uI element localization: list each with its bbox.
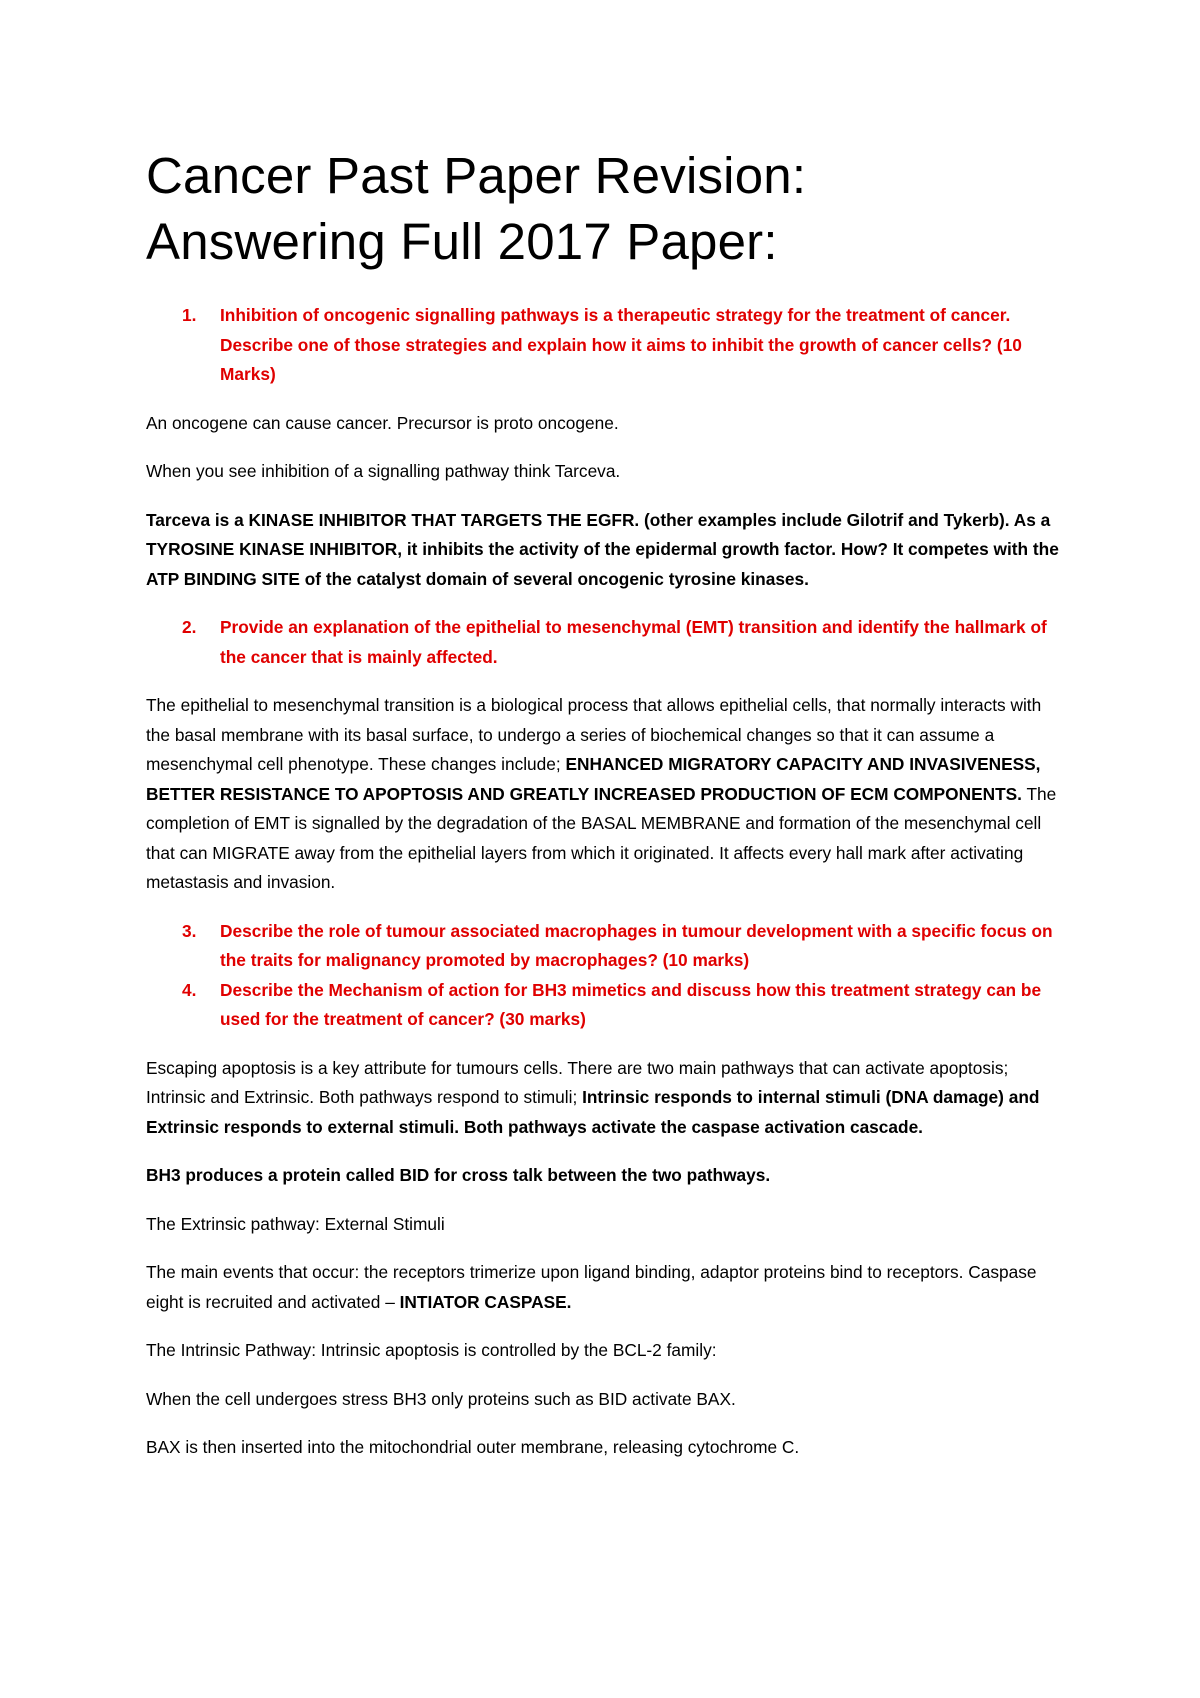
paragraph-cytochrome-c: BAX is then inserted into the mitochondrial outer membrane, releasing cytochrome C. bbox=[146, 1437, 800, 1457]
question-number: 1. bbox=[182, 305, 197, 325]
question-number: 2. bbox=[182, 617, 197, 637]
bold-text: INTIATOR CASPASE. bbox=[399, 1291, 572, 1312]
text-run: Escaping apoptosis is a key attribute for tumours cells. There are two main pathways that can activate apoptosis; Intrinsic and Extrinsic. Both pathways respond to stimuli; bbox=[146, 1057, 1009, 1107]
bold-text: Tarceva is a KINASE INHIBITOR THAT TARGETS THE EGFR. (other examples include Gilotrif and Tykerb). As a TYROSINE KINASE INHIBITOR, it inhibits the activity of the epidermal growth factor. How? It competes with the ATP BINDING SITE of the catalyst domain of several oncogenic tyrosine kinases. bbox=[146, 509, 1059, 589]
text-run: The main events that occur: the receptors trimerize upon ligand binding, adaptor proteins bind to receptors. Caspase eight is recruited and activated – bbox=[146, 1262, 1037, 1312]
question-number: 4. bbox=[182, 979, 197, 1000]
paragraph-emt bbox=[146, 691, 1066, 898]
bold-text: Intrinsic responds to internal stimuli (DNA damage) and Extrinsic responds to external stimuli. Both pathways activate the caspase activation cascade. bbox=[146, 1087, 1040, 1137]
question-text: Inhibition of oncogenic signalling pathways is a therapeutic strategy for the treatment of cancer. Describe one of those strategies and explain how it aims to inhibit the growth of cancer cells? (10 Marks) bbox=[220, 305, 1022, 384]
paragraph-extrinsic-events bbox=[146, 1258, 1066, 1317]
paragraph-tarceva-detail bbox=[146, 506, 1066, 595]
title-line-1: Cancer Past Paper Revision: bbox=[146, 147, 807, 204]
question-2 bbox=[146, 613, 1066, 672]
question-3 bbox=[146, 917, 1066, 976]
document-body bbox=[146, 143, 1066, 1463]
paragraph-extrinsic-heading: The Extrinsic pathway: External Stimuli bbox=[146, 1213, 445, 1234]
question-text: Describe the role of tumour associated macrophages in tumour development with a specific focus on the traits for malignancy promoted by macrophages? (10 marks) bbox=[220, 920, 1053, 970]
question-text: Describe the Mechanism of action for BH3 mimetics and discuss how this treatment strategy can be used for the treatment of cancer? (30 marks) bbox=[220, 979, 1042, 1029]
bold-text: ENHANCED MIGRATORY CAPACITY AND INVASIVENESS, BETTER RESISTANCE TO APOPTOSIS AND GREATLY INCREASED PRODUCTION OF ECM COMPONENTS. bbox=[146, 754, 1041, 804]
question-1 bbox=[146, 301, 1066, 390]
page-title bbox=[146, 143, 1066, 275]
bold-text: BH3 produces a protein called BID for cross talk between the two pathways. bbox=[146, 1165, 771, 1185]
question-4 bbox=[146, 976, 1066, 1035]
title-line-2: Answering Full 2017 Paper: bbox=[146, 213, 778, 270]
text-run: The completion of EMT is signalled by the degradation of the BASAL MEMBRANE and formation of the mesenchymal cell that can MIGRATE away from the epithelial layers from which it originated. It affects every hall mark after activating metastasis and invasion. bbox=[146, 783, 1057, 892]
paragraph-intrinsic-heading: The Intrinsic Pathway: Intrinsic apoptosis is controlled by the BCL-2 family: bbox=[146, 1340, 717, 1360]
paragraph-apoptosis bbox=[146, 1054, 1066, 1143]
text-run: The epithelial to mesenchymal transition is a biological process that allows epithelial cells, that normally interacts with the basal membrane with its basal surface, to undergo a series of biochemical changes so that it can assume a mesenchymal cell phenotype. These changes include; bbox=[146, 695, 1042, 774]
question-text: Provide an explanation of the epithelial to mesenchymal (EMT) transition and identify the hallmark of the cancer that is mainly affected. bbox=[220, 617, 1047, 667]
paragraph-tarceva-intro: When you see inhibition of a signalling pathway think Tarceva. bbox=[146, 461, 621, 481]
paragraph-bax-activation: When the cell undergoes stress BH3 only proteins such as BID activate BAX. bbox=[146, 1388, 736, 1409]
paragraph-bid bbox=[146, 1161, 1066, 1191]
paragraph-oncogene: An oncogene can cause cancer. Precursor is proto oncogene. bbox=[146, 412, 619, 433]
question-number: 3. bbox=[182, 920, 197, 941]
